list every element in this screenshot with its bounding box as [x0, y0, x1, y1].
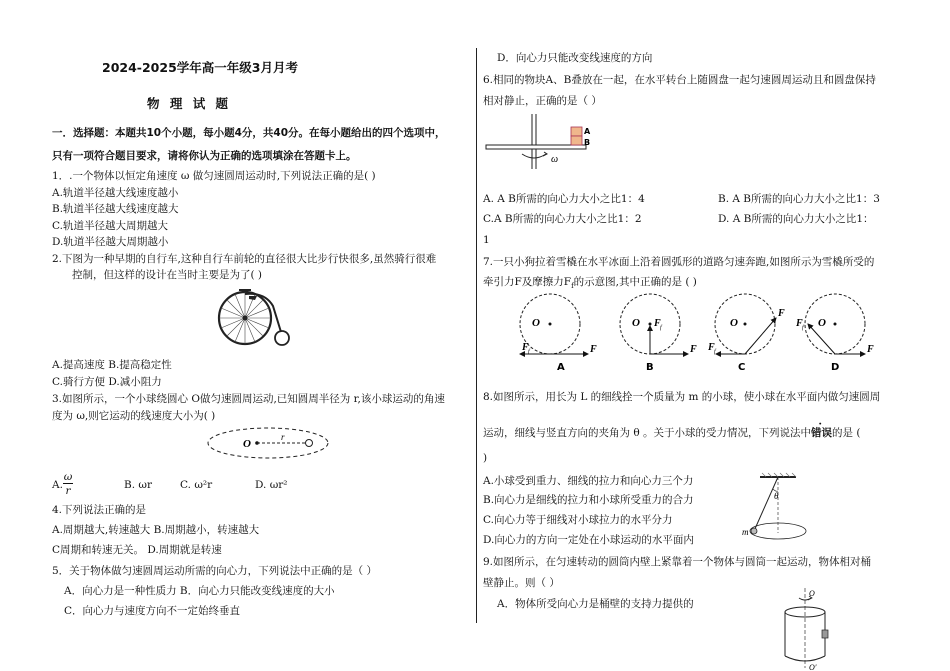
q8-option-b: B.向心力是细线的拉力和小球所受重力的合力	[483, 494, 694, 506]
svg-text:F: F	[590, 344, 597, 355]
section-heading-line1: 一．选择题：本题共10个小题，每小题4分，共40分。在每小题给出的四个选项中，	[52, 127, 446, 139]
q2-stem-line1: 2.下图为一种早期的自行车,这种自行车前轮的直径很大比步行快很多,虽然骑行很难	[52, 253, 437, 265]
column-divider	[476, 48, 477, 623]
svg-text:F: F	[654, 318, 661, 329]
q1-option-d: D.轨道半径越大周期越小	[52, 236, 169, 248]
svg-text:O: O	[532, 317, 540, 329]
svg-text:f: f	[802, 325, 804, 331]
q9-stem-line1: 9.如图所示，在匀速转动的圆筒内壁上紧靠着一个物体与圆筒一起运动，物体相对桶	[483, 556, 872, 568]
q3-option-a-numerator: ω	[63, 471, 73, 483]
q2-stem-line2: 控制，但这样的设计在当时主要是为了( )	[72, 269, 263, 281]
q6-stem-line1: 6.相同的物块A、B叠放在一起，在水平转台上随圆盘一起匀速圆周运动且和圆盘保持	[483, 74, 876, 86]
q8-fig-m: m	[742, 527, 749, 537]
q8-stem-line2: 运动，细线与竖直方向的夹角为 θ 。关于小球的受力情况，下列说法中错误的是 (	[483, 427, 861, 439]
q5-options-ab: A．向心力是一种性质力 B．向心力只能改变线速度的大小	[64, 585, 335, 597]
q3-option-c: C. ω²r	[180, 479, 213, 491]
svg-text:F: F	[708, 342, 715, 353]
svg-text:F: F	[690, 344, 697, 355]
q3-stem-line2: 度为 ω,则它运动的线速度大小为( )	[52, 410, 216, 422]
q6-stem-line2: 相对静止，正确的是（ ）	[483, 95, 602, 107]
q7-diagram-a	[520, 294, 597, 373]
q8-option-a: A.小球受到重力、细线的拉力和向心力三个力	[483, 475, 694, 487]
q3-option-a-denominator: r	[65, 485, 71, 497]
q1-option-b: B.轨道半径越大线速度越大	[52, 203, 179, 215]
q4-options-cd: C周期和转速无关。 D.周期就是转速	[52, 544, 222, 556]
q6-fig-label-b: B	[584, 138, 591, 147]
q9-stem-line2: 壁静止。则（ ）	[483, 577, 560, 589]
svg-text:B: B	[646, 362, 654, 373]
q7-diagram-c	[707, 294, 785, 373]
q4-options-ab: A.周期越大,转速越大 B.周期越小，转速越大	[52, 524, 260, 536]
q6-option-b: B. A B所需的向心力大小之比1：3	[718, 193, 880, 205]
q8-stem-line1: 8.如图所示，用长为 L 的细线拴一个质量为 m 的小球，使小球在水平面内做匀速圆周	[483, 391, 881, 403]
q8-option-d: D.向心力的方向一定处在小球运动的水平面内	[483, 534, 694, 546]
q5-stem: 5．关于物体做匀速圆周运动所需的向心力，下列说法中正确的是（ ）	[52, 565, 378, 577]
q6-fig-omega: ω	[551, 154, 559, 165]
q6-fig-label-a: A	[584, 127, 591, 136]
q9-option-a: A．物体所受向心力是桶壁的支持力提供的	[497, 598, 694, 610]
q4-stem: 4.下列说法正确的是	[52, 504, 147, 516]
q6-turntable-figure	[484, 114, 604, 172]
q9-fig-o-top: O	[809, 589, 815, 598]
penny-farthing-bicycle-figure	[215, 288, 295, 354]
q6-option-d-line1: D. A B所需的向心力大小之比1：	[718, 213, 874, 225]
exam-title: 2024-2025学年高一年级3月月考	[102, 60, 298, 75]
svg-text:A: A	[557, 362, 565, 373]
svg-text:F: F	[796, 318, 803, 329]
q1-option-c: C.轨道半径越大周期越大	[52, 220, 168, 232]
q7-stem-line1: 7.一只小狗拉着雪橇在水平冰面上沿着圆弧形的道路匀速奔跑,如图所示为雪橇所受的	[483, 256, 875, 268]
q9-rotating-cylinder-figure	[775, 588, 845, 671]
q7-force-diagrams-figure	[510, 290, 890, 376]
q6-option-d-line2: 1	[483, 234, 490, 246]
q9-fig-o-bottom: O′	[809, 663, 817, 671]
section-heading-line2: 只有一项符合题目要求，请将你认为正确的选项填涂在答题卡上。	[52, 150, 357, 162]
q8-emphasis-wrong: 错误	[811, 427, 832, 439]
q8-fig-theta: θ	[774, 491, 779, 501]
svg-text:F: F	[867, 344, 874, 355]
svg-text:f: f	[660, 325, 662, 331]
q3-fig-r: r	[281, 432, 285, 442]
q1-stem: 1．.一个物体以恒定角速度 ω 做匀速圆周运动时,下列说法正确的是( )	[52, 170, 376, 182]
q3-option-a-prefix: A.	[52, 479, 63, 491]
q1-option-a: A.轨道半径越大线速度越小	[52, 187, 179, 199]
svg-text:D: D	[831, 362, 840, 373]
svg-text:O: O	[730, 317, 738, 329]
svg-text:O: O	[818, 317, 826, 329]
svg-text:f: f	[714, 349, 716, 355]
q8-conical-pendulum-figure	[740, 473, 850, 553]
q3-fig-o: O	[243, 438, 251, 450]
q3-stem-line1: 3.如图所示，一个小球绕圆心 O做匀速圆周运动,已知圆周半径为 r,该小球运动的角速	[52, 393, 445, 405]
q5-option-c: C．向心力与速度方向不一定始终垂直	[64, 605, 241, 617]
q3-option-d: D. ωr²	[255, 479, 288, 491]
q3-fraction-bar	[63, 483, 73, 484]
svg-text:f: f	[528, 349, 530, 355]
svg-text:F: F	[778, 308, 785, 319]
q7-diagram-b	[620, 294, 697, 373]
svg-text:F: F	[522, 342, 529, 353]
q2-options-ab: A.提高速度 B.提高稳定性	[52, 359, 172, 371]
svg-text:C: C	[738, 362, 746, 373]
q8-stem-line3: )	[483, 452, 488, 464]
q5-option-d: D．向心力只能改变线速度的方向	[497, 52, 653, 64]
q8-option-c: C.向心力等于细线对小球拉力的水平分力	[483, 514, 673, 526]
q6-option-c: C.A B所需的向心力大小之比1：2	[483, 213, 642, 225]
q2-options-cd: C.骑行方便 D.减小阻力	[52, 376, 162, 388]
q3-circular-motion-figure	[203, 425, 333, 461]
q3-option-b: B. ωr	[124, 479, 152, 491]
subject-title: 物 理 试 题	[147, 96, 232, 111]
q7-stem-line2: 牵引力F及摩擦力$F_f$的示意图,其中正确的是 ( )	[483, 276, 697, 291]
svg-text:O: O	[632, 317, 640, 329]
q7-diagram-d	[795, 294, 874, 373]
q6-option-a: A. A B所需的向心力大小之比1：4	[483, 193, 645, 205]
